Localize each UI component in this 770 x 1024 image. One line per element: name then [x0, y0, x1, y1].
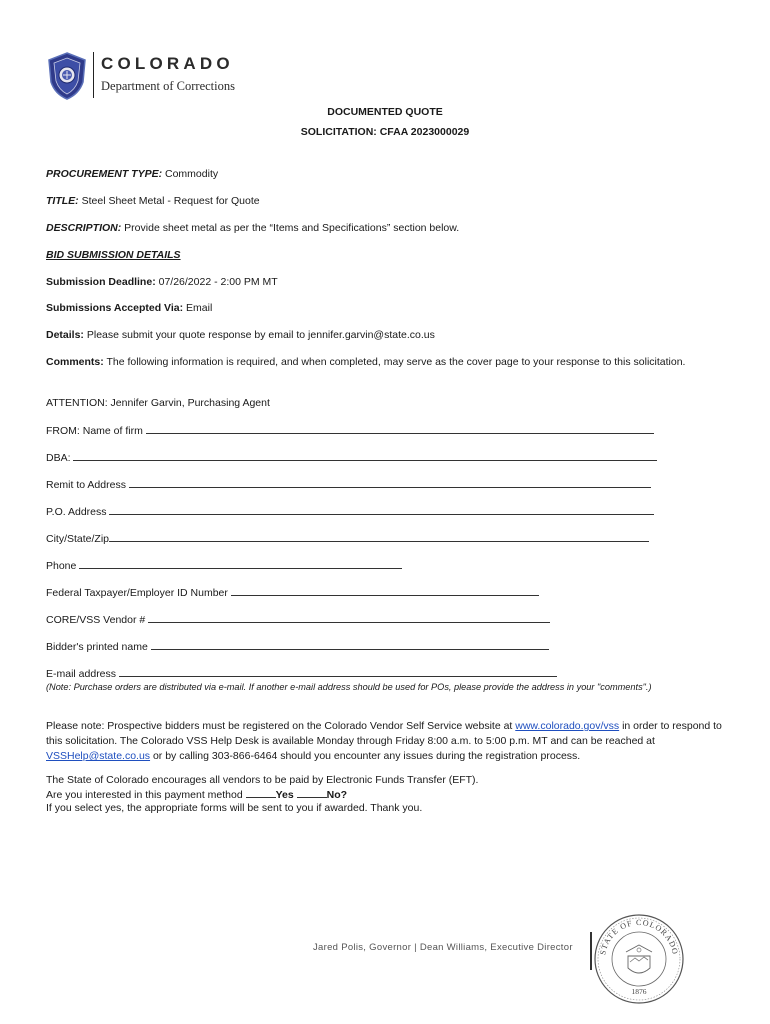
bid-submission-heading: BID SUBMISSION DETAILS	[46, 249, 181, 261]
bidder-blank[interactable]	[151, 640, 549, 650]
attention-line: ATTENTION: Jennifer Garvin, Purchasing Agent	[46, 397, 270, 409]
seal-year: 1876	[631, 987, 647, 996]
from-label: FROM: Name of firm	[46, 425, 143, 437]
core-row	[46, 613, 550, 626]
dba-label: DBA:	[46, 452, 71, 464]
city-label: City/State/Zip	[46, 533, 110, 545]
brand-name: COLORADO	[101, 54, 234, 73]
bidder-row	[46, 640, 549, 653]
deadline-value: 07/26/2022 - 2:00 PM MT	[155, 276, 278, 288]
core-blank[interactable]	[148, 613, 550, 623]
city-row	[46, 532, 649, 545]
deadline-row	[46, 276, 278, 288]
email-row	[46, 667, 557, 680]
details-value: Please submit your quote response by email to jennifer.garvin@state.co.us	[83, 329, 435, 341]
phone-blank[interactable]	[79, 559, 402, 569]
eft-line-3: If you select yes, the appropriate forms will be sent to you if awarded. Thank you.	[46, 802, 423, 814]
eft-yes-blank[interactable]	[246, 788, 276, 798]
procurement-type-label: PROCUREMENT TYPE:	[46, 168, 163, 180]
eft-no-label: No?	[326, 789, 348, 801]
details-row	[46, 329, 435, 341]
phone-row	[46, 559, 402, 572]
taxpayer-label: Federal Taxpayer/Employer ID Number	[46, 587, 228, 599]
from-row	[46, 424, 654, 437]
description-row	[46, 222, 459, 234]
core-label: CORE/VSS Vendor #	[46, 614, 146, 626]
title-label: TITLE:	[46, 195, 79, 207]
eft-line-1: The State of Colorado encourages all vendors to be paid by Electronic Funds Transfer (EFT).	[46, 774, 479, 786]
po-row	[46, 505, 654, 518]
remit-blank[interactable]	[129, 478, 651, 488]
registration-text-b: in order to respond to this solicitation. The Colorado VSS Help Desk is available Monday through Friday 8:00 a.m. to 5:00 p.m. MT and can be reached at	[46, 720, 722, 747]
city-blank[interactable]	[109, 532, 649, 542]
title-row	[46, 195, 260, 207]
state-seal-icon	[592, 912, 686, 1006]
footer-officials: Jared Polis, Governor | Dean Williams, Executive Director	[313, 942, 573, 953]
po-label: P.O. Address	[46, 506, 107, 518]
taxpayer-blank[interactable]	[231, 586, 539, 596]
title-value: Steel Sheet Metal - Request for Quote	[78, 195, 260, 207]
dba-row	[46, 451, 657, 464]
phone-label: Phone	[46, 560, 77, 572]
vss-link[interactable]: www.colorado.gov/vss	[515, 720, 620, 732]
comments-paragraph	[46, 355, 726, 370]
document-title: DOCUMENTED QUOTE	[327, 106, 443, 118]
dba-blank[interactable]	[73, 451, 657, 461]
deadline-label: Submission Deadline:	[46, 276, 156, 288]
from-blank[interactable]	[146, 424, 654, 434]
remit-label: Remit to Address	[46, 479, 126, 491]
description-value: Provide sheet metal as per the “Items and Specifications” section below.	[121, 222, 460, 234]
eft-question: Are you interested in this payment method	[46, 789, 246, 801]
email-note: (Note: Purchase orders are distributed via e-mail. If another e-mail address should be used for POs, please provide the address in your "comments".)	[46, 682, 652, 692]
eft-yes-label: Yes	[275, 789, 294, 801]
solicitation-number: SOLICITATION: CFAA 2023000029	[300, 126, 470, 138]
bidder-label: Bidder's printed name	[46, 641, 148, 653]
registration-text-c: or by calling 303-866-6464 should you encounter any issues during the registration process.	[150, 750, 581, 762]
brand-subtitle: Department of Corrections	[101, 79, 235, 93]
registration-text-a: Please note: Prospective bidders must be registered on the Colorado Vendor Self Service website at	[46, 720, 516, 732]
email-label: E-mail address	[46, 668, 117, 680]
comments-value: The following information is required, and when completed, may serve as the cover page to your response to this solicitation.	[103, 356, 686, 368]
accepted-via-row	[46, 302, 212, 314]
brand-divider	[93, 52, 94, 98]
po-blank[interactable]	[109, 505, 654, 515]
procurement-type-value: Commodity	[162, 168, 219, 180]
procurement-type-row	[46, 168, 218, 180]
comments-label: Comments:	[46, 356, 104, 368]
accepted-via-label: Submissions Accepted Via:	[46, 302, 184, 314]
accepted-via-value: Email	[183, 302, 213, 314]
details-label: Details:	[46, 329, 84, 341]
eft-line-2	[46, 788, 347, 801]
doc-shield-logo-icon	[47, 52, 87, 100]
vss-help-email-link[interactable]: VSSHelp@state.co.us	[46, 750, 151, 762]
seal-title: STATE OF COLORADO	[598, 917, 680, 956]
taxpayer-row	[46, 586, 539, 599]
eft-no-blank[interactable]	[297, 788, 327, 798]
email-blank[interactable]	[119, 667, 557, 677]
description-label: DESCRIPTION:	[46, 222, 122, 234]
remit-row	[46, 478, 651, 491]
registration-note	[46, 719, 730, 764]
